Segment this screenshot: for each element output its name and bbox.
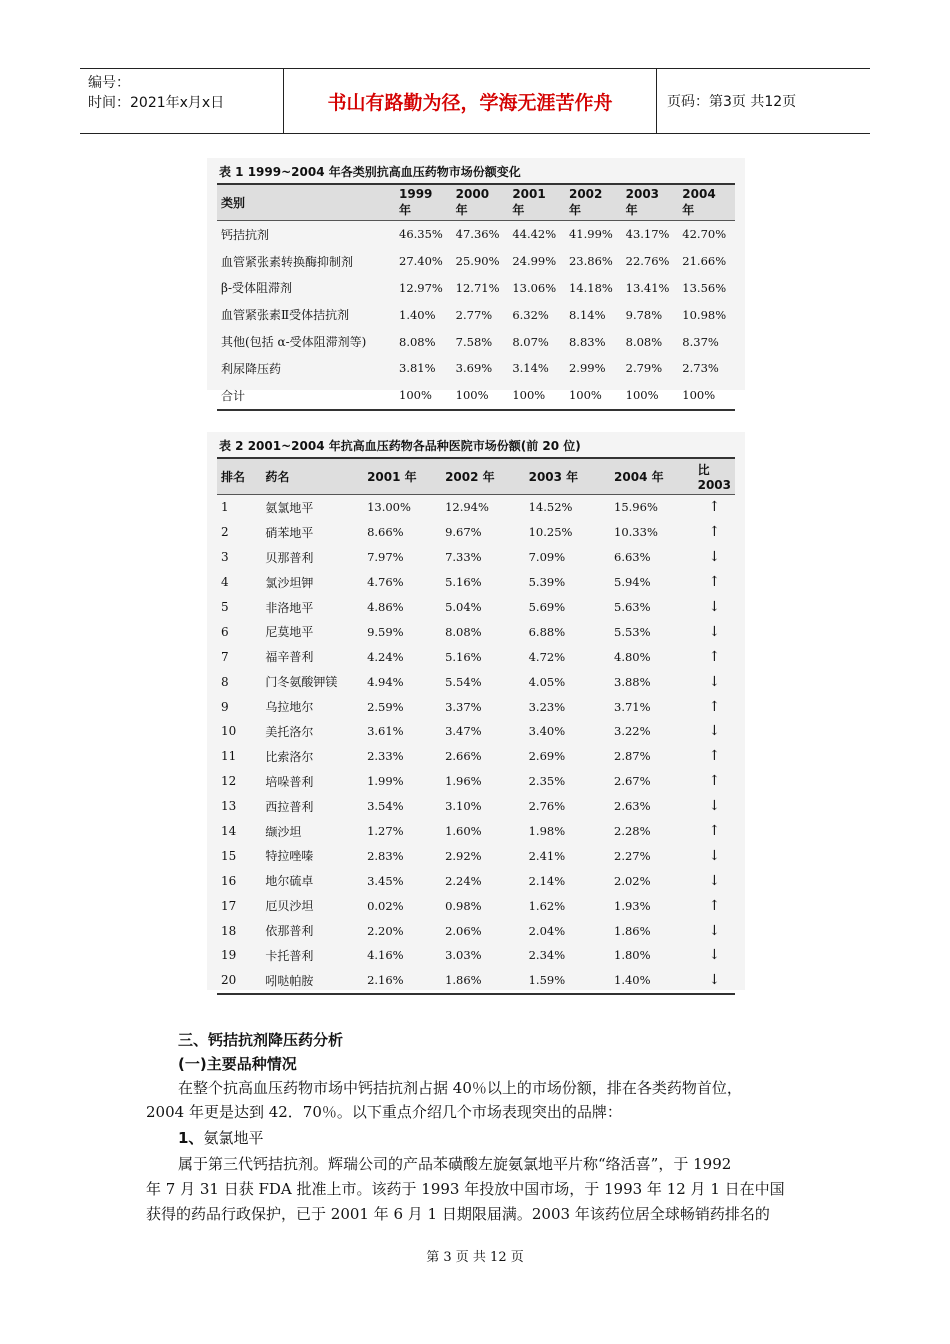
header-motto: 书山有路勤为径，学海无涯苦作舟 bbox=[283, 69, 657, 133]
table-cell: 2.83% bbox=[367, 848, 404, 863]
table-cell: 43.17% bbox=[625, 227, 670, 242]
table-cell: 特拉唑嗪 bbox=[265, 849, 314, 864]
table-cell: 2.06% bbox=[445, 923, 482, 938]
table-cell: ↓ bbox=[708, 549, 721, 566]
item-number: 1、 bbox=[178, 1129, 204, 1147]
table-row bbox=[217, 794, 735, 819]
table-row bbox=[217, 570, 735, 595]
table-cell: ↓ bbox=[708, 798, 721, 815]
table-cell: ↓ bbox=[708, 623, 721, 640]
table-cell: 5.63% bbox=[614, 600, 651, 614]
table-cell: 2.73% bbox=[682, 361, 719, 376]
table-cell: 美托洛尔 bbox=[265, 724, 314, 739]
table-cell: 缬沙坦 bbox=[265, 824, 302, 839]
table1-col-header: 1999 年 bbox=[395, 184, 452, 221]
table-cell: 3.14% bbox=[512, 361, 549, 376]
table-cell: 1.98% bbox=[528, 824, 566, 839]
table-cell: 13.06% bbox=[512, 280, 557, 295]
table-cell: 钙拮抗剂 bbox=[221, 227, 270, 242]
table-cell: 尼莫地平 bbox=[265, 625, 314, 640]
table-cell: ↓ bbox=[708, 723, 721, 740]
table-cell: 2.28% bbox=[614, 824, 651, 839]
table-cell: 2.67% bbox=[614, 774, 651, 789]
table-cell: 乌拉地尔 bbox=[265, 700, 314, 715]
page-header bbox=[80, 68, 870, 134]
item-name: 氨氯地平 bbox=[203, 1129, 264, 1147]
table2-body bbox=[217, 495, 735, 994]
table-cell: 8.08% bbox=[445, 624, 482, 639]
table-cell: 12.71% bbox=[455, 280, 500, 295]
table-cell: 1.27% bbox=[367, 824, 404, 839]
table-cell: 4.80% bbox=[614, 649, 651, 664]
table-cell: 贝那普利 bbox=[265, 550, 314, 565]
table-cell: 血管紧张素转换酶抑制剂 bbox=[221, 254, 354, 269]
table-cell: 2.99% bbox=[568, 361, 606, 376]
table-cell: 5.53% bbox=[614, 624, 651, 639]
table-cell: 46.35% bbox=[399, 227, 443, 242]
paragraph1-line2: 2004 年更是达到 42．70％。以下重点介绍几个市场表现突出的品牌： bbox=[146, 1103, 622, 1121]
table-cell: 3.03% bbox=[445, 948, 482, 963]
table-cell: ↑ bbox=[708, 748, 721, 765]
table-row bbox=[217, 694, 735, 719]
table-cell: 2.69% bbox=[528, 749, 566, 764]
table-cell: 2.04% bbox=[528, 923, 566, 938]
table-row bbox=[217, 868, 735, 893]
table-cell: 6.88% bbox=[528, 624, 566, 639]
table-cell: 硝苯地平 bbox=[265, 525, 314, 540]
table-cell: 14 bbox=[221, 824, 237, 839]
table-cell: 13 bbox=[221, 799, 237, 814]
doc-time-label: 时间：2021年x月x日 bbox=[88, 95, 225, 111]
table-cell: 3.47% bbox=[445, 724, 482, 739]
table-cell: 4.05% bbox=[528, 674, 566, 689]
table-cell: 4.72% bbox=[528, 649, 566, 664]
table-cell: 2.27% bbox=[614, 848, 651, 863]
table-row bbox=[217, 843, 735, 868]
table-cell: ↓ bbox=[708, 947, 721, 964]
table-row bbox=[217, 619, 735, 644]
table-cell: 44.42% bbox=[512, 227, 557, 242]
table-cell: 13.00% bbox=[367, 500, 411, 515]
table1 bbox=[217, 183, 735, 411]
table-cell: 2.59% bbox=[367, 699, 404, 714]
paragraph2-line1: 属于第三代钙拮抗剂。辉瑞公司的产品苯磺酸左旋氨氯地平片称“络活喜”，于 1992 bbox=[178, 1155, 732, 1173]
table-cell: 10 bbox=[221, 724, 237, 739]
table2-col-header: 2003 年 bbox=[525, 458, 610, 495]
table2-figure bbox=[207, 432, 745, 990]
table-cell: 13.56% bbox=[682, 280, 727, 295]
table-row bbox=[217, 495, 735, 520]
table-cell: ↑ bbox=[708, 897, 721, 914]
table1-col-header: 2002 年 bbox=[565, 184, 622, 221]
table-cell: 25.90% bbox=[455, 254, 500, 269]
table-cell: 7.33% bbox=[445, 550, 482, 565]
table-cell: 5.94% bbox=[614, 575, 651, 590]
table-cell: 8.14% bbox=[568, 307, 606, 322]
table-cell: 10.25% bbox=[528, 525, 573, 540]
table-cell: 9.67% bbox=[445, 525, 482, 540]
table-row bbox=[217, 968, 735, 994]
table2-col-header: 2002 年 bbox=[441, 458, 525, 495]
table-cell: 3.61% bbox=[367, 724, 404, 739]
table-cell: ↓ bbox=[708, 847, 721, 864]
paragraph2-line3: 获得的药品行政保护，已于 2001 年 6 月 1 日期限届满。2003 年该药位居全球畅销药排名的 bbox=[146, 1205, 770, 1223]
item-heading bbox=[178, 1126, 263, 1150]
table-cell: 5.16% bbox=[445, 575, 482, 590]
table-row bbox=[217, 248, 735, 275]
table-cell: 4 bbox=[221, 575, 229, 590]
table-cell: 2.92% bbox=[445, 848, 482, 863]
table-cell: 3.54% bbox=[367, 799, 404, 814]
table-cell: 12.97% bbox=[399, 280, 443, 295]
table-cell: 西拉普利 bbox=[265, 799, 314, 814]
table-row bbox=[217, 221, 735, 248]
table-cell: 2.77% bbox=[455, 307, 493, 322]
table1-col-header: 2001 年 bbox=[508, 184, 565, 221]
table-cell: 18 bbox=[221, 923, 237, 938]
table-cell: 3.23% bbox=[528, 699, 566, 714]
table-cell: 8.83% bbox=[568, 334, 606, 349]
table-cell: 22.76% bbox=[625, 254, 670, 269]
table-cell: 27.40% bbox=[399, 254, 443, 269]
table-cell: 1.60% bbox=[445, 824, 482, 839]
table-cell: 12.94% bbox=[445, 500, 489, 515]
table-cell: 14.18% bbox=[568, 280, 613, 295]
table-cell: 9.59% bbox=[367, 624, 404, 639]
table1-col-header: 2003 年 bbox=[622, 184, 679, 221]
table-cell: 1.62% bbox=[528, 898, 566, 913]
table-cell: 利尿降压药 bbox=[221, 361, 282, 376]
table-cell: 2.87% bbox=[614, 749, 651, 764]
table2-title: 表 2 2001~2004 年抗高血压药物各品种医院市场份额(前 20 位) bbox=[219, 439, 581, 453]
table-cell: 2.34% bbox=[528, 948, 566, 963]
table-cell: 100% bbox=[452, 382, 509, 410]
table-cell: ↑ bbox=[708, 823, 721, 840]
doc-number-label: 编号： bbox=[88, 75, 130, 91]
table-cell: 依那普利 bbox=[265, 924, 314, 939]
table-cell: ↓ bbox=[708, 673, 721, 690]
table-cell: 4.24% bbox=[367, 649, 404, 664]
table-cell: ↓ bbox=[694, 968, 735, 994]
table-cell: ↓ bbox=[708, 922, 721, 939]
table-cell: 2.16% bbox=[363, 968, 441, 994]
table-cell: 2.79% bbox=[625, 361, 663, 376]
header-page-label: 页码：第3页 共12页 bbox=[667, 94, 797, 110]
table-cell: 6.63% bbox=[614, 550, 651, 565]
table-cell: 1.59% bbox=[525, 968, 610, 994]
table-cell: 4.16% bbox=[367, 948, 404, 963]
table-row bbox=[217, 769, 735, 794]
table-row bbox=[217, 328, 735, 355]
table2 bbox=[217, 457, 735, 995]
table-cell: 14.52% bbox=[528, 500, 573, 515]
table-cell: 3.37% bbox=[445, 699, 482, 714]
table-cell: 2.66% bbox=[445, 749, 482, 764]
table-cell: 100% bbox=[508, 382, 565, 410]
table-cell: 41.99% bbox=[568, 227, 613, 242]
table-cell: 9.78% bbox=[625, 307, 663, 322]
table-cell: β-受体阻滞剂 bbox=[221, 281, 292, 296]
table-cell: 3.81% bbox=[399, 361, 436, 376]
table-cell: 1.99% bbox=[367, 774, 404, 789]
table-cell: 厄贝沙坦 bbox=[265, 899, 314, 914]
table-cell: 8.08% bbox=[399, 334, 436, 349]
paragraph1-line1: 在整个抗高血压药物市场中钙拮抗剂占据 40％以上的市场份额，排在各类药物首位， bbox=[178, 1079, 742, 1097]
table-cell: 100% bbox=[622, 382, 679, 410]
table-cell: 0.02% bbox=[367, 898, 404, 913]
table-cell: 17 bbox=[221, 898, 237, 913]
table-cell: 10.33% bbox=[614, 525, 658, 540]
table-cell: 6.32% bbox=[512, 307, 549, 322]
table-cell: 1.96% bbox=[445, 774, 482, 789]
table-cell: ↑ bbox=[708, 698, 721, 715]
table-cell: 1.80% bbox=[614, 948, 651, 963]
table1-col-header: 2000 年 bbox=[452, 184, 509, 221]
table-row bbox=[217, 943, 735, 968]
table-cell: 卡托普利 bbox=[265, 948, 314, 963]
table-cell: 3.40% bbox=[528, 724, 566, 739]
table-row bbox=[217, 275, 735, 302]
table-cell: 100% bbox=[395, 382, 452, 410]
table-cell: ↑ bbox=[708, 773, 721, 790]
table-cell: 福辛普利 bbox=[265, 650, 314, 665]
table-cell: 其他(包括 α-受体阻滞剂等) bbox=[221, 335, 367, 350]
table-cell: 1.40% bbox=[399, 307, 436, 322]
table-cell: 42.70% bbox=[682, 227, 727, 242]
table-row bbox=[217, 744, 735, 769]
table-cell: 1 bbox=[221, 500, 229, 515]
table-cell: 15.96% bbox=[614, 500, 658, 515]
table-cell: 比索洛尔 bbox=[265, 749, 314, 764]
table-row bbox=[217, 301, 735, 328]
table-row bbox=[217, 819, 735, 844]
table-cell: 12 bbox=[221, 774, 237, 789]
table-row bbox=[217, 545, 735, 570]
table-cell: 5.04% bbox=[445, 600, 482, 614]
table-cell: 地尔硫卓 bbox=[265, 874, 314, 889]
table1-body bbox=[217, 221, 735, 410]
table-cell: 2.33% bbox=[367, 749, 404, 764]
table-cell: 5.16% bbox=[445, 649, 482, 664]
table-cell: 13.41% bbox=[625, 280, 670, 295]
table-cell: 6 bbox=[221, 624, 229, 639]
table-cell: ↓ bbox=[708, 872, 721, 889]
table-cell: 3.10% bbox=[445, 799, 482, 814]
table-cell: 3.22% bbox=[614, 724, 651, 739]
table-cell: 3.45% bbox=[367, 873, 404, 888]
table-cell: 血管紧张素Ⅱ受体拮抗剂 bbox=[221, 308, 350, 323]
table-cell: 吲哒帕胺 bbox=[261, 968, 363, 994]
table-cell: 2.35% bbox=[528, 774, 566, 789]
table-cell: 100% bbox=[565, 382, 622, 410]
table-row bbox=[217, 918, 735, 943]
table-cell: 8.07% bbox=[512, 334, 549, 349]
table-cell: 7.09% bbox=[528, 550, 566, 565]
table-row bbox=[217, 669, 735, 694]
subsection-heading: (一)主要品种情况 bbox=[178, 1055, 297, 1073]
table-cell: 培哚普利 bbox=[265, 774, 314, 789]
table-cell: 0.98% bbox=[445, 898, 482, 913]
table1-col-header: 2004 年 bbox=[678, 184, 735, 221]
table-cell: 5.39% bbox=[528, 575, 566, 590]
table-cell: 8 bbox=[221, 674, 229, 689]
table-cell: 1.86% bbox=[441, 968, 525, 994]
table-cell: 1.86% bbox=[614, 923, 651, 938]
table-cell: 16 bbox=[221, 873, 237, 888]
table-cell: ↓ bbox=[708, 599, 721, 615]
table-row bbox=[217, 382, 735, 410]
table-cell: ↑ bbox=[708, 648, 721, 665]
table-row bbox=[217, 644, 735, 669]
table-cell: 2.02% bbox=[614, 873, 651, 888]
table-row bbox=[217, 355, 735, 382]
table-cell: ↑ bbox=[708, 574, 721, 591]
table-cell: 氨氯地平 bbox=[265, 500, 314, 515]
table-cell: 10.98% bbox=[682, 307, 727, 322]
table-row bbox=[217, 595, 735, 620]
table-cell: 2.76% bbox=[528, 799, 566, 814]
table-cell: 15 bbox=[221, 848, 237, 863]
table-cell: 20 bbox=[217, 968, 261, 994]
table-cell: 100% bbox=[678, 382, 735, 410]
table1-header-row bbox=[217, 184, 735, 221]
table-cell: ↑ bbox=[708, 524, 721, 541]
table2-col-header: 药名 bbox=[261, 458, 363, 495]
table-cell: 24.99% bbox=[512, 254, 557, 269]
table-cell: 2.63% bbox=[614, 799, 651, 814]
header-meta bbox=[80, 69, 283, 133]
table-cell: 19 bbox=[221, 948, 237, 963]
table-cell: 3 bbox=[221, 550, 229, 565]
table-cell: 7.58% bbox=[455, 334, 493, 349]
section-heading: 三、钙拮抗剂降压药分析 bbox=[178, 1031, 344, 1049]
table-row bbox=[217, 520, 735, 545]
table-cell: 5.54% bbox=[445, 674, 482, 689]
table-cell: 1.40% bbox=[610, 968, 694, 994]
table-cell: 2 bbox=[221, 525, 229, 540]
table-cell: 9 bbox=[221, 699, 229, 714]
table-cell: 4.94% bbox=[367, 674, 404, 689]
table-cell: 2.24% bbox=[445, 873, 482, 888]
table1-figure bbox=[207, 158, 745, 403]
table-cell: 门冬氨酸钾镁 bbox=[265, 675, 338, 690]
table-cell: 1.93% bbox=[614, 898, 651, 913]
table-cell: 2.20% bbox=[367, 923, 404, 938]
table-cell: 3.88% bbox=[614, 674, 651, 689]
table-cell: 8.66% bbox=[367, 525, 404, 540]
table-cell: 23.86% bbox=[568, 254, 613, 269]
page-footer: 第 3 页 共 12 页 bbox=[426, 1250, 524, 1265]
table-cell: 4.76% bbox=[367, 575, 404, 590]
table-cell: 5 bbox=[221, 600, 229, 614]
table-cell: 8.08% bbox=[625, 334, 663, 349]
table2-col-header: 排名 bbox=[217, 458, 261, 495]
table-cell: 11 bbox=[221, 749, 237, 764]
table-cell: 2.14% bbox=[528, 873, 566, 888]
table-row bbox=[217, 719, 735, 744]
table2-col-header: 2004 年 bbox=[610, 458, 694, 495]
table-cell: 2.41% bbox=[528, 848, 566, 863]
table2-header-row bbox=[217, 458, 735, 495]
table-cell: ↑ bbox=[708, 499, 721, 516]
table-cell: 非洛地平 bbox=[265, 600, 314, 615]
table-cell: 氯沙坦钾 bbox=[265, 575, 314, 590]
table-cell: 7 bbox=[221, 649, 229, 664]
table-cell: 47.36% bbox=[455, 227, 500, 242]
table1-col-header: 类别 bbox=[217, 184, 395, 221]
table-cell: 7.97% bbox=[367, 550, 404, 565]
paragraph2-line2: 年 7 月 31 日获 FDA 批准上市。该药于 1993 年投放中国市场，于 1993 年 12 月 1 日在中国 bbox=[146, 1180, 785, 1198]
table-cell: 4.86% bbox=[367, 600, 404, 614]
table-cell: 合计 bbox=[217, 382, 395, 410]
table-cell: 3.71% bbox=[614, 699, 651, 714]
table2-col-header: 比 2003 bbox=[694, 458, 735, 495]
table-row bbox=[217, 893, 735, 918]
table-cell: 8.37% bbox=[682, 334, 719, 349]
table-cell: 3.69% bbox=[455, 361, 493, 376]
table-cell: 21.66% bbox=[682, 254, 727, 269]
table-cell: 5.69% bbox=[528, 600, 566, 614]
table1-title: 表 1 1999~2004 年各类别抗高血压药物市场份额变化 bbox=[219, 165, 521, 179]
table2-col-header: 2001 年 bbox=[363, 458, 441, 495]
